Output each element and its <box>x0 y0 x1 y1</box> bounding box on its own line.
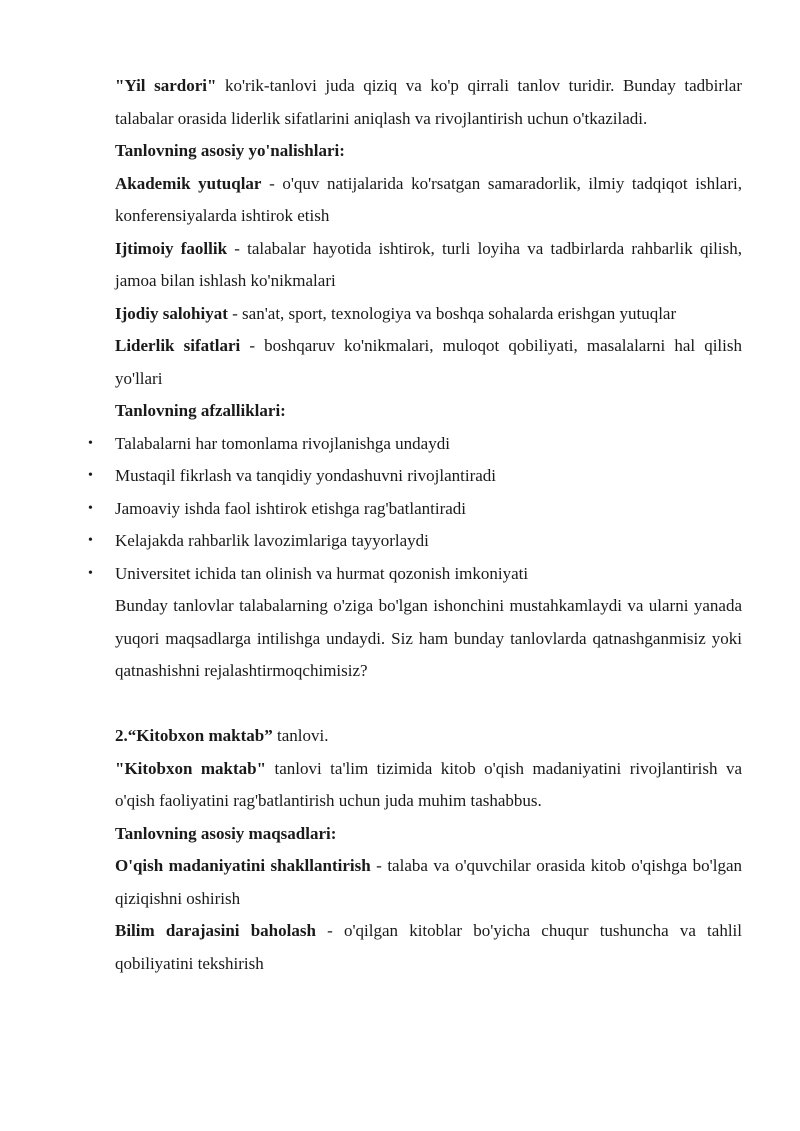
direction-title: Akademik yutuqlar <box>115 173 262 193</box>
conclusion-paragraph: Bunday tanlovlar talabalarning o'ziga bo'lgan ishonchini mustahkamlaydi va ularni yanada yuqori maqsadlarga intilishga undaydi. Siz ham bunday tanlovlarda qatnashganmisiz yoki qatnashishni rejalashtirmoqchimisiz? <box>115 596 742 680</box>
list-item <box>88 428 742 461</box>
direction-item <box>115 168 742 233</box>
direction-title: Ijtimoiy faollik <box>115 238 228 258</box>
section2-intro-text: tanlovi ta'lim tizimida kitob o'qish madaniyatini rivojlantirish va o'qish faoliyatini rag'batlantirish uchun juda muhim tashabbus. <box>115 758 743 810</box>
intro-bold: "Yil sardori" <box>115 76 217 95</box>
section2-heading-bold: 2.“Kitobxon maktab” <box>115 726 273 745</box>
list-item <box>88 460 742 493</box>
list-item-text: Kelajakda rahbarlik lavozimlariga tayyorlaydi <box>115 531 429 550</box>
list-item <box>88 558 742 591</box>
bullet-icon: • <box>88 435 93 451</box>
direction-text: - talabalar hayotida ishtirok, turli loyiha va tadbirlarda rahbarlik qilish, jamoa bilan ishlash ko'nikmalari <box>115 238 742 290</box>
list-item-text: Mustaqil fikrlash va tanqidiy yondashuvni rivojlantiradi <box>115 466 497 485</box>
goal-text: - talaba va o'quvchilar orasida kitob o'qishga bo'lgan qiziqishni oshirish <box>115 856 742 908</box>
list-item-text: Talabalarni har tomonlama rivojlanishga undaydi <box>115 433 450 453</box>
direction-text: - o'quv natijalarida ko'rsatgan samaradorlik, ilmiy tadqiqot ishlari, konferensiyalarda ishtirok etish <box>115 173 742 225</box>
list-item-text: Jamoaviy ishda faol ishtirok etishga rag'batlantiradi <box>115 498 466 518</box>
goals-heading-text: Tanlovning asosiy maqsadlari: <box>115 823 337 843</box>
directions-heading <box>115 135 742 168</box>
goals-heading <box>115 818 742 851</box>
intro-text: ko'rik-tanlovi juda qiziq va ko'p qirrali tanlov turidir. Bunday tadbirlar talabalar orasida liderlik sifatlarini aniqlash va rivojlantirish uchun o'tkaziladi. <box>115 76 742 128</box>
directions-heading-text: Tanlovning asosiy yo'nalishlari: <box>115 141 345 160</box>
section2-heading <box>115 720 742 753</box>
list-item <box>88 525 742 558</box>
direction-text: - boshqaruv ko'nikmalari, muloqot qobiliyati, masalalarni hal qilish yo'llari <box>115 336 742 388</box>
goal-title: Bilim darajasini baholash <box>115 921 316 940</box>
direction-title: Ijodiy salohiyat <box>115 303 228 323</box>
list-item <box>88 493 742 526</box>
list-item-text: Universitet ichida tan olinish va hurmat qozonish imkoniyati <box>115 563 529 583</box>
goal-item <box>115 915 742 980</box>
bullet-icon: • <box>88 533 93 548</box>
direction-item <box>115 330 742 395</box>
section2-intro <box>115 753 742 818</box>
bullet-icon: • <box>88 565 93 581</box>
goal-item <box>115 850 742 915</box>
direction-title: Liderlik sifatlari <box>115 336 241 355</box>
bullet-icon: • <box>88 468 93 483</box>
goal-title: O'qish madaniyatini shakllantirish <box>115 856 371 875</box>
bullet-icon: • <box>88 500 93 516</box>
direction-item <box>115 233 742 298</box>
advantages-list <box>88 428 742 591</box>
spacer <box>115 688 742 721</box>
document-page <box>88 70 743 980</box>
section2-intro-bold: "Kitobxon maktab" <box>115 758 267 778</box>
advantages-heading <box>115 395 742 428</box>
advantages-heading-text: Tanlovning afzalliklari: <box>115 401 286 420</box>
section2-heading-text: tanlovi. <box>272 726 329 745</box>
direction-text: - san'at, sport, texnologiya va boshqa sohalarda erishgan yutuqlar <box>227 303 677 323</box>
direction-item <box>115 298 742 331</box>
goal-text: - o'qilgan kitoblar bo'yicha chuqur tushuncha va tahlil qobiliyatini tekshirish <box>115 921 742 973</box>
intro-paragraph <box>115 70 742 135</box>
